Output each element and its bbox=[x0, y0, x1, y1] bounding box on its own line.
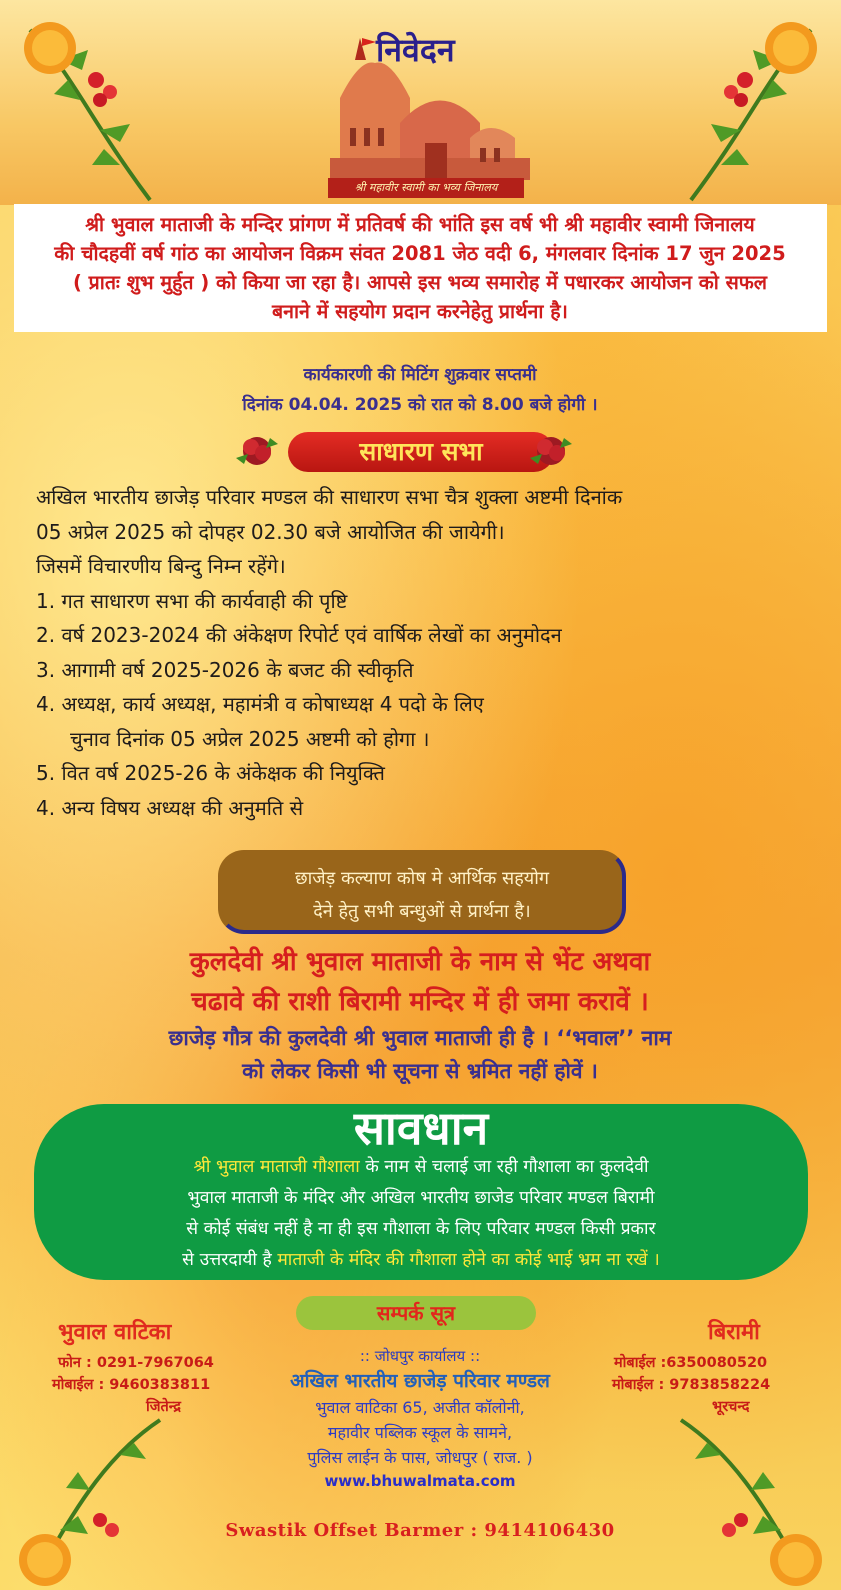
agenda-item: 4. अन्य विषय अध्यक्ष की अनुमति से bbox=[36, 795, 304, 820]
kuldevi-notice bbox=[60, 942, 780, 1022]
agenda-line: अखिल भारतीय छाजेड़ परिवार मण्डल की साधारण सभा चैत्र शुक्ला अष्टमी दिनांक bbox=[36, 485, 623, 509]
temple-caption: श्री महावीर स्वामी का भव्य जिनालय bbox=[328, 178, 524, 198]
contact-mobile: मोबाईल :6350080520 bbox=[614, 1355, 768, 1371]
agenda-item: 4. अध्यक्ष, कार्य अध्यक्ष, महामंत्री व कोषाध्यक्ष 4 पदो के लिए bbox=[36, 692, 484, 716]
kuldevi-line-2: चढावे की राशी बिरामी मन्दिर में ही जमा करावें । bbox=[191, 987, 649, 1017]
warning-title: सावधान bbox=[353, 1101, 489, 1155]
address-line: पुलिस लाईन के पास, जोधपुर ( राज. ) bbox=[307, 1448, 533, 1467]
website-link[interactable]: www.bhuwalmata.com bbox=[324, 1472, 516, 1490]
warning-line: भुवाल माताजी के मंदिर और अखिल भारतीय छाजेड परिवार मण्डल बिरामी bbox=[187, 1188, 655, 1208]
office-address bbox=[230, 1345, 610, 1492]
contact-name: जितेन्द्र bbox=[146, 1399, 181, 1415]
kalyan-line-1: छाजेड़ कल्याण कोष मे आर्थिक सहयोग bbox=[294, 868, 550, 889]
office-subtitle: :: जोधपुर कार्यालय :: bbox=[359, 1347, 481, 1365]
intro-line: बनाने में सहयोग प्रदान करनेहेतु प्रार्थना है। bbox=[272, 300, 568, 323]
bhuwal-name-note bbox=[60, 1022, 780, 1088]
office-title: अखिल भारतीय छाजेड़ परिवार मण्डल bbox=[290, 1370, 550, 1392]
corner-garland-bottom-left bbox=[0, 1400, 200, 1590]
flower-icon bbox=[528, 428, 574, 474]
kuldevi-line-1: कुलदेवी श्री भुवाल माताजी के नाम से भेंट अथवा bbox=[189, 947, 651, 977]
corner-garland-bottom-right bbox=[641, 1400, 841, 1590]
warning-line: से कोई संबंध नहीं है ना ही इस गौशाला के लिए परिवार मण्डल किसी प्रकार bbox=[186, 1219, 656, 1239]
agenda-item: 3. आगामी वर्ष 2025-2026 के बजट की स्वीकृति bbox=[36, 657, 414, 682]
kalyan-line-2: देने हेतु सभी बन्धुओं से प्रार्थना है। bbox=[313, 901, 531, 922]
flower-icon bbox=[234, 428, 280, 474]
address-line: महावीर पब्लिक स्कूल के सामने, bbox=[327, 1423, 513, 1442]
intro-line: ( प्रातः शुभ मुर्हुत ) को किया जा रहा है। आपसे इस भव्य समारोह में पधारकर आयोजन को सफल bbox=[72, 271, 768, 294]
contact-phone: फोन : 0291-7967064 bbox=[58, 1355, 214, 1371]
contact-mobile: मोबाईल : 9460383811 bbox=[52, 1377, 211, 1393]
kalyan-kosh-box bbox=[218, 850, 626, 934]
printer-credit: Swastik Offset Barmer : 9414106430 bbox=[225, 1520, 615, 1541]
contact-name: भूरचन्द bbox=[712, 1399, 750, 1415]
warning-line: के नाम से चलाई जा रही गौशाला का कुलदेवी bbox=[359, 1157, 649, 1177]
agenda-item: 2. वर्ष 2023-2024 की अंकेक्षण रिपोर्ट एवं वार्षिक लेखों का अनुमोदन bbox=[36, 623, 562, 647]
sabha-banner: साधारण सभा bbox=[288, 432, 554, 472]
agenda-item: 1. गत साधारण सभा की कार्यवाही की पृष्टि bbox=[36, 588, 348, 613]
meeting-line-1: कार्यकारणी की मिटिंग शुक्रवार सप्तमी bbox=[303, 365, 537, 385]
bhuwal-note-line-2: को लेकर किसी भी सूचना से भ्रमित नहीं होवें । bbox=[242, 1059, 598, 1083]
intro-line: की चौदहवीं वर्ष गांठ का आयोजन विक्रम संवत 2081 जेठ वदी 6, मंगलवार दिनांक 17 जुन 2025 bbox=[54, 242, 786, 265]
intro-text bbox=[20, 210, 820, 326]
corner-garland-top-right bbox=[641, 0, 841, 210]
contact-title: बिरामी bbox=[708, 1320, 760, 1345]
address-line: भुवाल वाटिका 65, अजीत कॉलोनी, bbox=[315, 1398, 525, 1417]
agenda-list bbox=[36, 480, 816, 825]
intro-line: श्री भुवाल माताजी के मन्दिर प्रांगण में प्रतिवर्ष की भांति इस वर्ष भी श्री महावीर स्वामी जिनालय bbox=[85, 213, 755, 236]
warning-highlight: श्री भुवाल माताजी गौशाला bbox=[193, 1157, 360, 1177]
contact-banner: सम्पर्क सूत्र bbox=[296, 1296, 536, 1330]
warning-text bbox=[80, 1152, 762, 1276]
contact-mobile: मोबाईल : 9783858224 bbox=[612, 1377, 771, 1393]
meeting-notice bbox=[120, 360, 720, 420]
warning-highlight: माताजी के मंदिर की गौशाला होने का कोई भाई भ्रम ना रखें । bbox=[277, 1250, 660, 1270]
agenda-line: 05 अप्रेल 2025 को दोपहर 02.30 बजे आयोजित की जायेगी। bbox=[36, 519, 505, 544]
page-title: निवेदन bbox=[376, 31, 455, 69]
warning-line: से उत्तरदायी है bbox=[182, 1250, 278, 1270]
meeting-line-2: दिनांक 04.04. 2025 को रात को 8.00 बजे होगी । bbox=[242, 395, 598, 415]
corner-garland-top-left bbox=[0, 0, 200, 210]
agenda-item-continuation: चुनाव दिनांक 05 अप्रेल 2025 अष्टमी को होगा । bbox=[70, 726, 430, 751]
contact-title: भुवाल वाटिका bbox=[58, 1320, 172, 1345]
bhuwal-note-line-1: छाजेड़ गौत्र की कुलदेवी श्री भुवाल माताजी ही है । ‘‘भवाल’’ नाम bbox=[168, 1026, 672, 1050]
agenda-line: जिसमें विचारणीय बिन्दु निम्न रहेंगे। bbox=[36, 554, 286, 578]
agenda-item: 5. वित वर्ष 2025-26 के अंकेक्षक की नियुक्ति bbox=[36, 761, 385, 785]
